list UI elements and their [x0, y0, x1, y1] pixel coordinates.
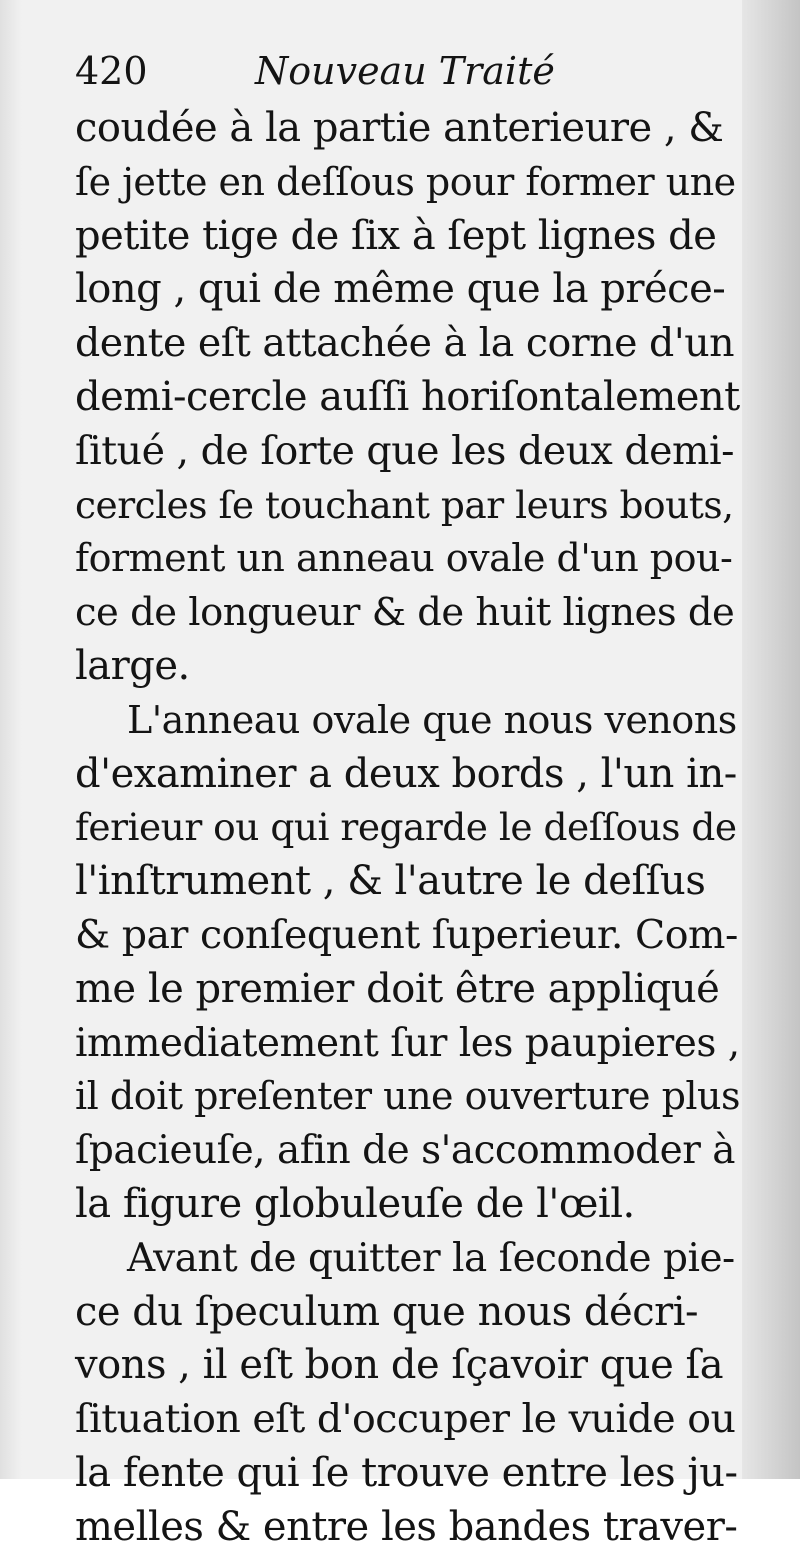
text-line: ſpacieuſe, afin de s'accommoder à	[75, 1128, 736, 1174]
text-line: dente eſt attachée à la corne d'un	[75, 320, 735, 367]
text-line: coudée à la partie anterieure , &	[75, 105, 724, 151]
text-line: d'examiner a deux bords , l'un in-	[75, 750, 737, 797]
text-line: vons , il eſt bon de ſçavoir que ſa	[75, 1342, 724, 1389]
page-number: 420	[75, 49, 148, 93]
running-title: Nouveau Traité	[255, 49, 555, 93]
page-header	[75, 40, 740, 102]
text-line: la fente qui ſe trouve entre les ju-	[75, 1449, 738, 1496]
text-line: forment un anneau ovale d'un pou-	[75, 536, 733, 581]
page-gutter-shadow	[742, 0, 800, 1479]
text-line: petite tige de ſix à ſept lignes de	[75, 212, 717, 259]
text-line: ſituation eſt d'occuper le vuide ou	[75, 1396, 736, 1443]
text-line: & par conſequent ſuperieur. Com-	[75, 911, 738, 958]
paragraph-first-line: L'anneau ovale que nous venons	[127, 697, 737, 742]
text-line: ſitué , de ſorte que les deux demi-	[75, 427, 734, 474]
text-line: long , qui de même que la préce-	[75, 266, 726, 313]
text-line: la figure globuleuſe de l'œil.	[75, 1180, 635, 1227]
page-left-edge-shadow	[0, 0, 22, 1479]
text-line: demi-cercle auſſi horiſontalement	[75, 373, 740, 420]
text-line: ſe jette en deſſous pour former une	[75, 159, 736, 204]
text-line: ferieur ou qui regarde le deſſous de	[75, 805, 737, 850]
page-text-block	[75, 40, 740, 1555]
text-line: ce de longueur & de huit lignes de	[75, 590, 735, 636]
paragraph-first-line: Avant de quitter la ſeconde pie-	[127, 1235, 735, 1281]
text-line: melles & entre les bandes traver-	[75, 1503, 738, 1550]
text-line: il doit preſenter une ouverture plus	[75, 1074, 741, 1119]
text-line: l'inſtrument , & l'autre le deſſus	[75, 858, 706, 905]
text-line: ce du ſpeculum que nous décri-	[75, 1288, 699, 1335]
text-line: immediatement ſur les paupieres ,	[75, 1020, 740, 1066]
text-line: me le premier doit être appliqué	[75, 965, 720, 1012]
text-line: large.	[75, 642, 190, 689]
text-line: cercles ſe touchant par leurs bouts,	[75, 482, 734, 527]
